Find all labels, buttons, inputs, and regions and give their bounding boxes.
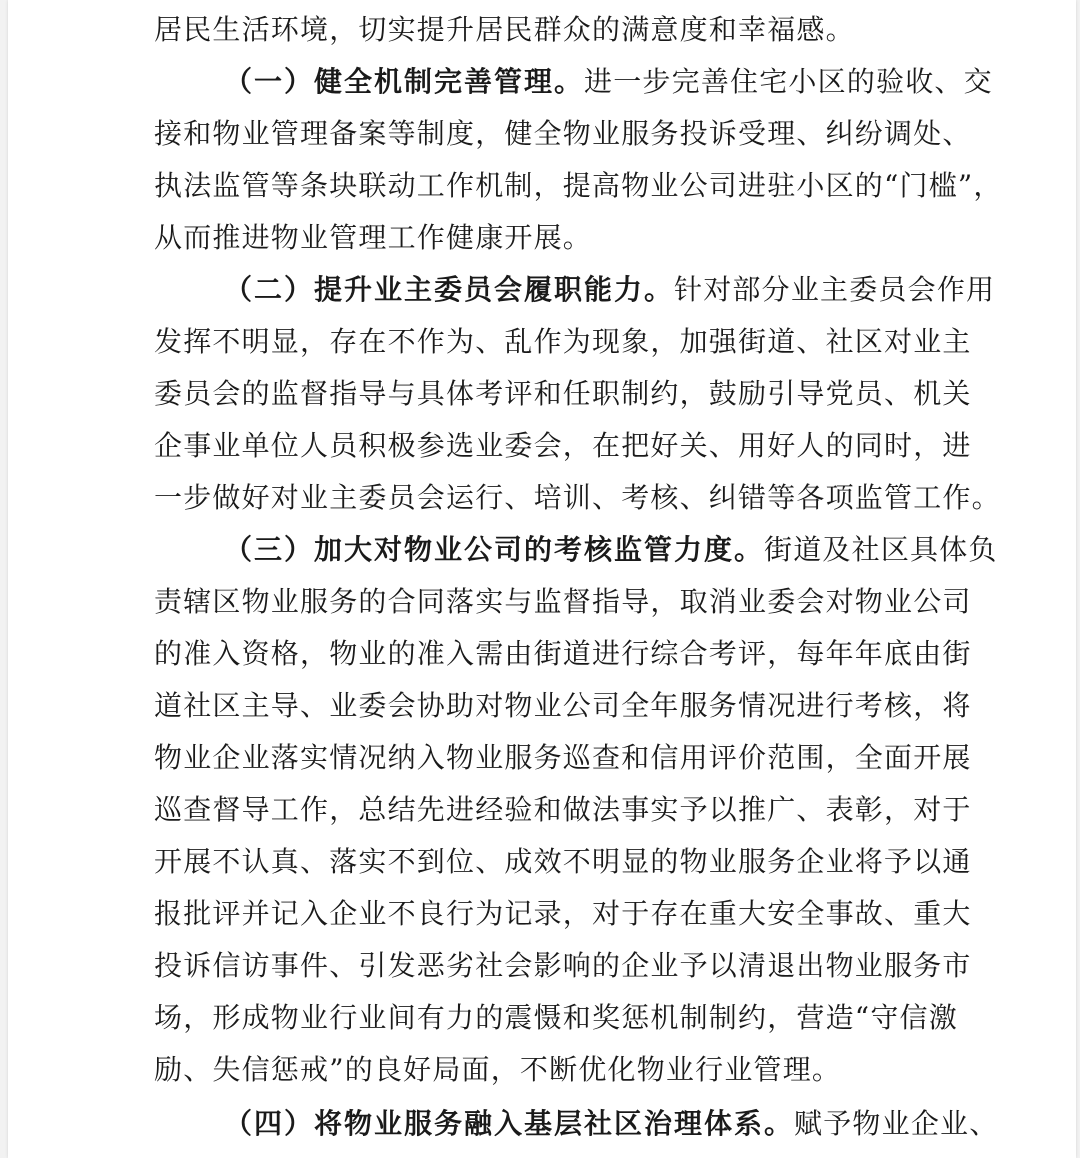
text-line: 道社区主导、业委会协助对物业公司全年服务情况进行考核，将 [154,689,972,722]
section-4-heading-line: （四）将物业服务融入基层社区治理体系。赋予物业企业、 [224,1107,999,1140]
text-line: 开展不认真、落实不到位、成效不明显的物业服务企业将予以通 [154,845,972,878]
text-line: 企事业单位人员积极参选业委会，在把好关、用好人的同时，进 [154,429,972,462]
section-heading: （一）健全机制完善管理。 [224,65,585,98]
text-line: 的准入资格，物业的准入需由街道进行综合考评，每年年底由街 [154,637,972,670]
text-line: 励、失信惩戒”的良好局面，不断优化物业行业管理。 [154,1053,842,1086]
text-line: 委员会的监督指导与具体考评和任职制约，鼓励引导党员、机关 [154,377,972,410]
text-line: 发挥不明显，存在不作为、乱作为现象，加强街道、社区对业主 [154,325,972,358]
text-line: 从而推进物业管理工作健康开展。 [154,221,593,254]
section-heading: （三）加大对物业公司的考核监管力度。 [224,533,765,566]
text-line: 居民生活环境，切实提升居民群众的满意度和幸福感。 [154,13,855,46]
document-page [8,0,1076,1158]
text-line: 责辖区物业服务的合同落实与监督指导，取消业委会对物业公司 [154,585,972,618]
text-line: 一步做好对业主委员会运行、培训、考核、纠错等各项监管工作。 [154,481,1001,514]
section-heading: （二）提升业主委员会履职能力。 [224,273,675,306]
text-line: 巡查督导工作，总结先进经验和做法事实予以推广、表彰，对于 [154,793,972,826]
section-heading: （四）将物业服务融入基层社区治理体系。 [224,1107,795,1140]
section-2-heading-line: （二）提升业主委员会履职能力。针对部分业主委员会作用 [224,273,996,306]
text-line: 场，形成物业行业间有力的震慑和奖惩机制制约，营造“守信激 [154,1001,958,1034]
text-line: 投诉信访事件、引发恶劣社会影响的企业予以清退出物业服务市 [154,949,972,982]
text-line: 报批评并记入企业不良行为记录，对于存在重大安全事故、重大 [154,897,972,930]
text-line: 物业企业落实情况纳入物业服务巡查和信用评价范围，全面开展 [154,741,972,774]
section-1-heading-line: （一）健全机制完善管理。进一步完善住宅小区的验收、交 [224,65,993,98]
text-line: 执法监管等条块联动工作机制，提高物业公司进驻小区的“门槛”， [154,169,1003,202]
text-line: 接和物业管理备案等制度，健全物业服务投诉受理、纠纷调处、 [154,117,972,150]
section-3-heading-line: （三）加大对物业公司的考核监管力度。街道及社区具体负 [224,533,998,566]
